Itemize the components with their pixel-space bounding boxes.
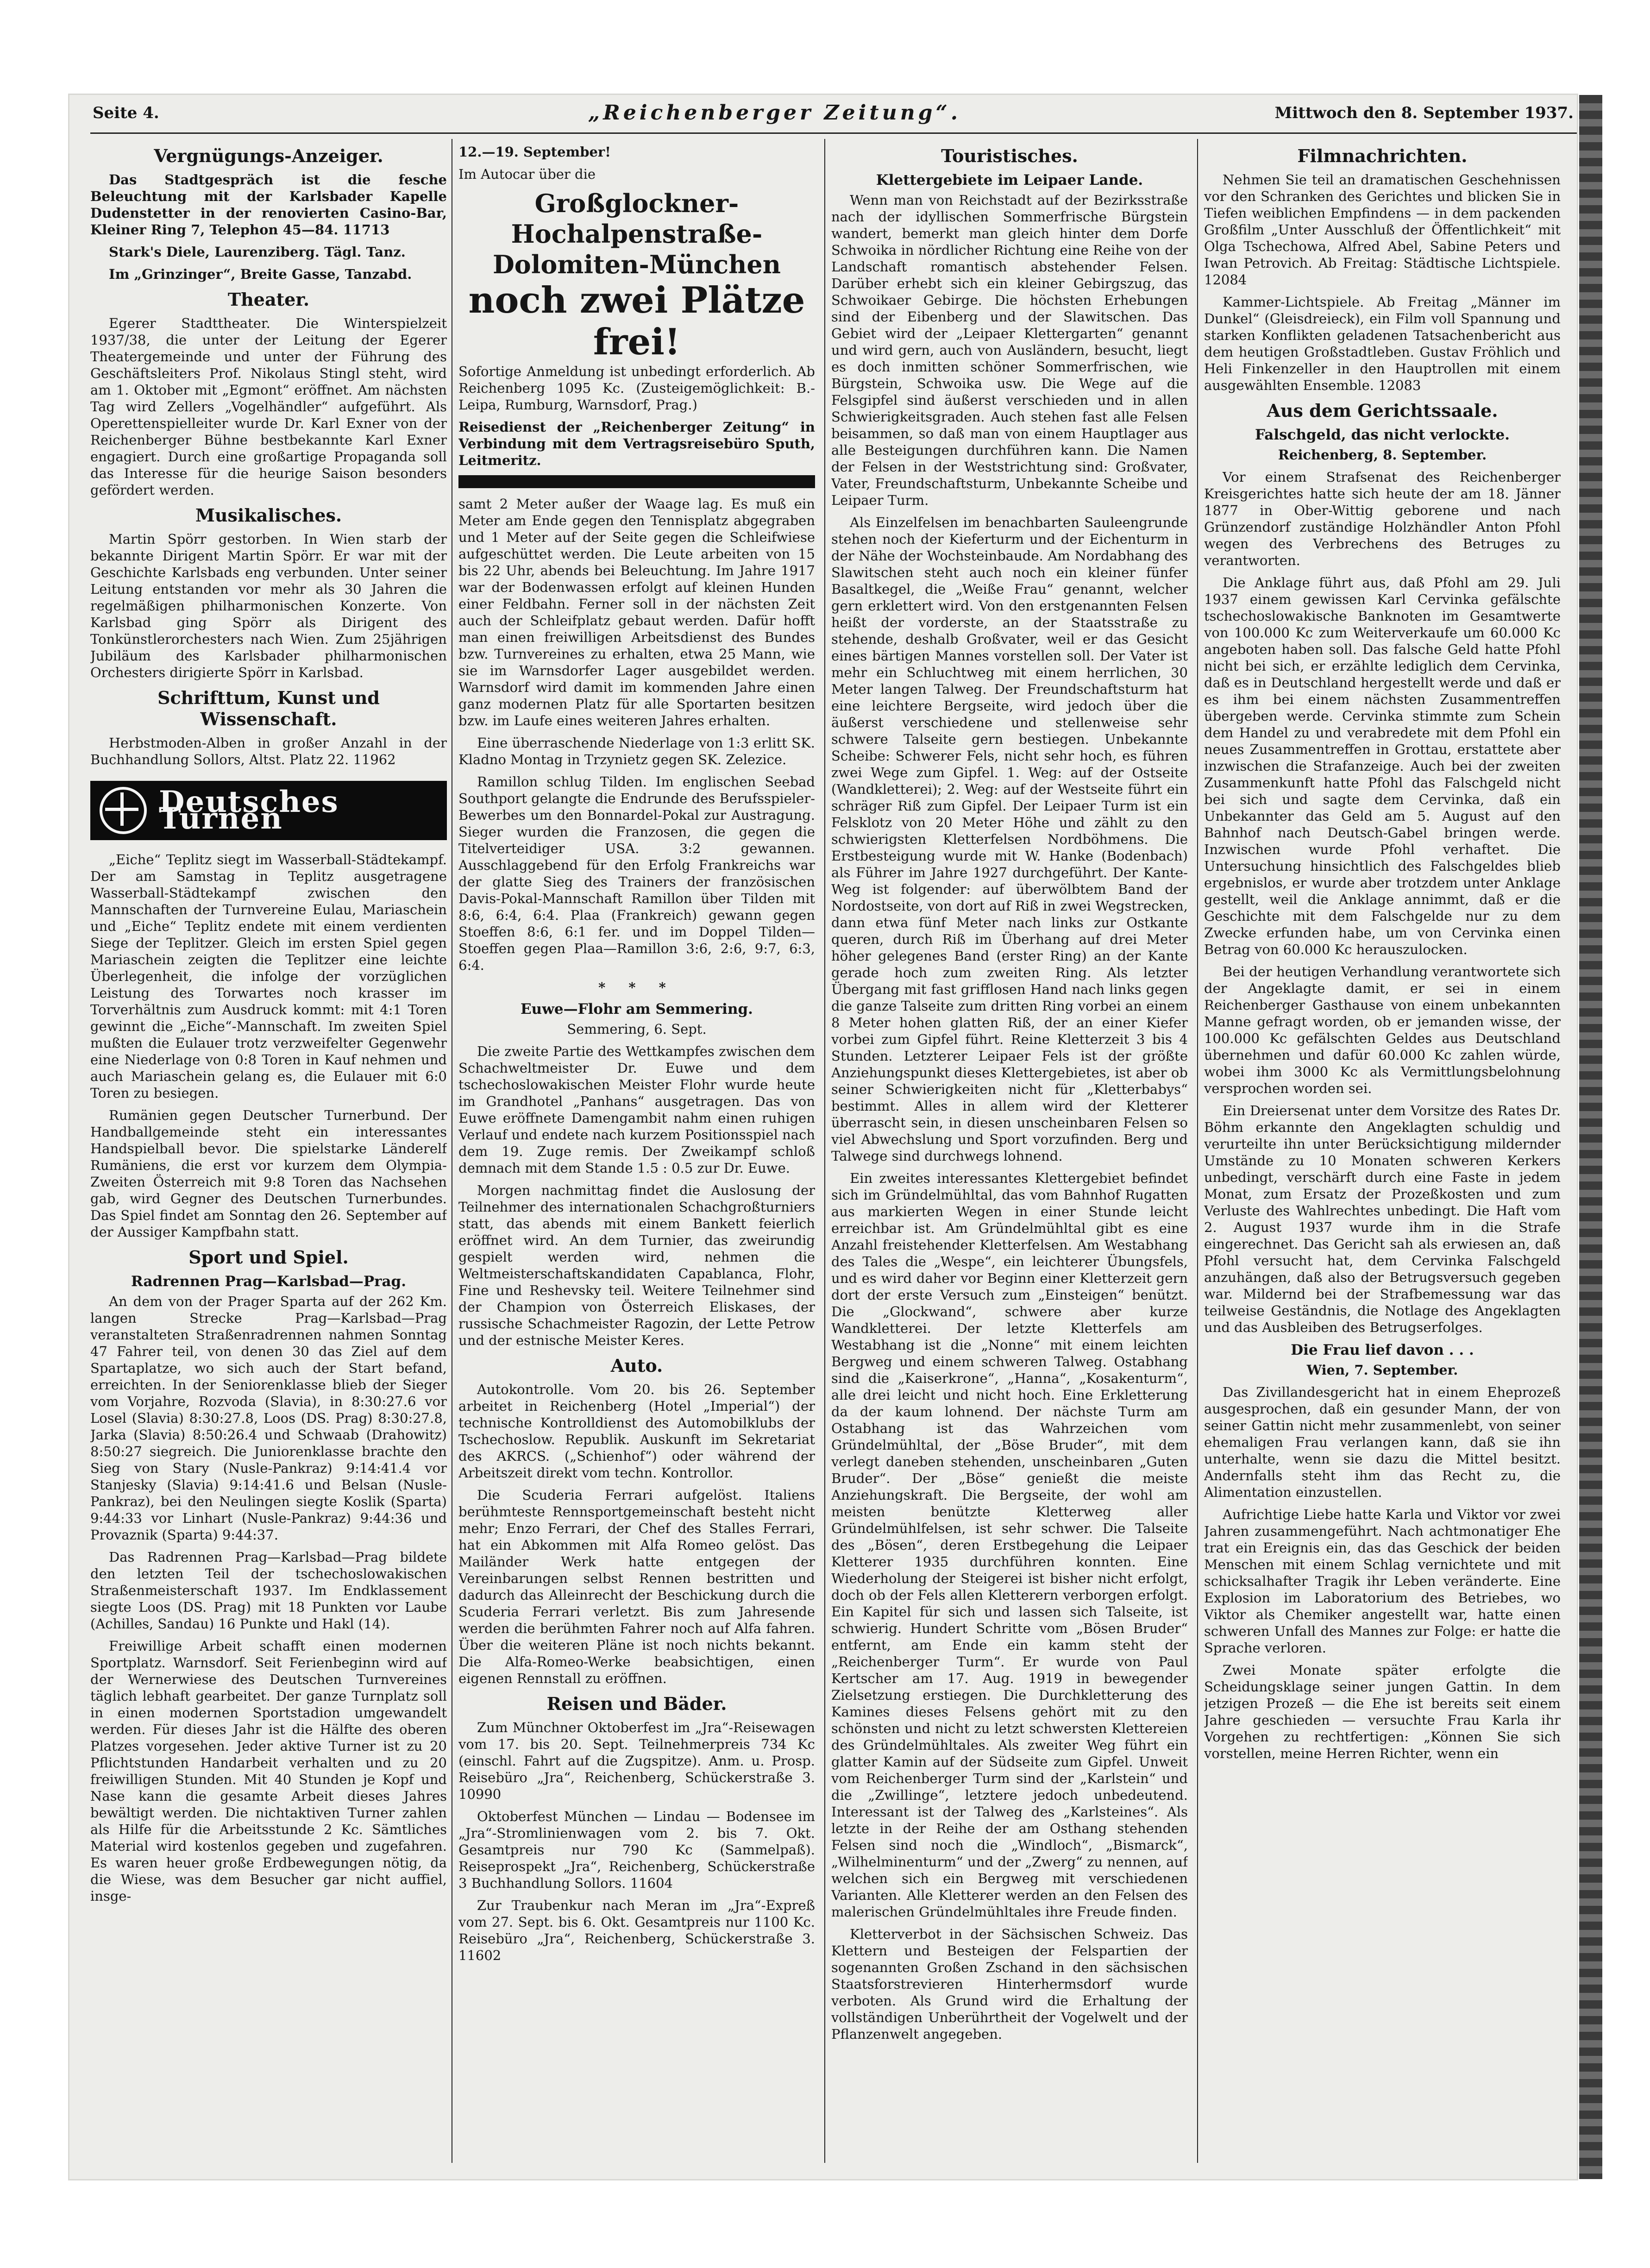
article-spoerr: Martin Spörr gestorben. In Wien starb der bekannte Dirigent Martin Spörr. Er war mit der Geschichte Karlsbads eng verbunden. Unter seiner Leitung entstanden vor mehr als 30 Jahren die regelmäßigen philharmonischen Konzerte. Von Karlsbad ging Spörr als Dirigent des Tonkünstlerorchesters nach Wien. Zum 25jährigen Jubiläum des Karlsbader philharmonischen Orchesters dirigierte Spörr in Karlsbad. [90,531,447,680]
ad-date: 12.—19. September! [458,144,611,160]
article-gruendelmuehltal: Ein zweites interessantes Klettergebiet befindet sich im Gründelmühltal, das vom Bahnhof Rugatten aus markierten Wegen in einer Stunde leicht erreichbar ist. Am Gründelmühltal gibt es eine Anzahl freistehender Kletterfelsen. Am Westabhang des Tales die „Wespe“, ein leichterer Übungsfels, und es wird daher vor Beginn einer Kletterzeit gern dort der erste Versuch zum „Einsteigen“ benützt. Die „Glockwand“, schwere aber kurze Wandkletterei. Der letzte Kletterfels am Westabhang ist die „Nonne“ mit einem leichten Bergweg und einem schweren Talweg. Ostabhang sind die „Kaiserkrone“, „Hanna“, „Kosakenturm“, alle drei leicht und nicht hoch. Eine Erkletterung da der kaum lohnend. Der nächste Turm am Ostabhang ist das Wahrzeichen vom Gründelmühltal, der „Böse Bruder“, mit dem verlegt daneben stehenden, unscheinbaren „Guten Bruder“. Der „Böse“ genießt die meiste Anziehungskraft. Die Bergseite, der wohl am meisten benützte Kletterweg aller Gründelmühlfelsen, ist sehr schwer. Die Talseite des „Bösen“, deren Erstbegehung die Leipaer Kletterer 1935 durchführen konnten. Eine Wiederholung der Steigerei ist bisher nicht erfolgt, doch ob der Fels allen Kletterern verborgen erfolgt. Ein Kapitel für sich und lassen sich Talseite, ist schwierig. Hundert Schritte vom „Bösen Bruder“ entfernt, am Ende ein kamm steht der „Reichenberger Turm“. Er wurde von Paul Kertscher am 17. Aug. 1919 in bewegender Zielsetzung erstiegen. Die Durchkletterung des Kamines dieses Felsens gehört mit zu den schönsten und nicht zu letzt schwersten Klettereien des Gründelmühltales. Als zweiter Weg führt ein glatter Kamin auf der Südseite zum Gipfel. Unweit vom Reichenberger Turm sind der „Karlstein“ und die „Zwillinge“, letztere jedoch unbedeutend. Interessant ist der Talweg des „Karlsteines“. Als letzte in der Reihe der am Osthang stehenden Felsen sind noch die „Windloch“, „Bismarck“, „Wilhelminenturm“ und der „Zwerg“ zu nennen, auf welchen sich ein Bergweg mit verschiedenen Varianten. Alle Kletterer werden an den Felsen des malerischen Gründelmühltales ihre Freude finden. [831,1170,1188,1920]
subheading-klettergebiete: Klettergebiete im Leipaer Lande. [876,172,1143,188]
article-kladno: Eine überraschende Niederlage von 1:3 erlitt SK. Kladno Montag in Trzynietz gegen SK. Zelezice. [458,735,815,767]
dateline-semmering: Semmering, 6. Sept. [567,1021,707,1037]
article-gericht-3: Bei der heutigen Verhandlung verantwortete sich der Angeklagte damit, er sei in einem Reichenberger Gasthause von einem unbekannten Manne gefragt worden, ob er jemanden wisse, der 100.000 Kc gefälschten Geldes aus Deutschland übernehmen und dafür 60.000 Kc zahlen würde, wobei ihm 3000 Kc als Vermittlungsbelohnung versprochen worden sei. [1204,964,1561,1096]
column-rule-2 [824,139,825,2163]
ad-grinzinger: Im „Grinzinger“, Breite Gasse, Tanzabd. [109,266,412,282]
deutsches-turnen-banner [90,781,447,840]
dateline-reichenberg: Reichenberg, 8. September. [1278,447,1487,463]
section-heading-gericht: Aus dem Gerichtssaale. [1267,400,1498,421]
ad-divider-bar [458,475,815,488]
article-klettergebiete-2: Als Einzelfelsen im benachbarten Sauleengrunde stehen noch der Kieferturm und der Eichenturm in der Nähe der Wochsteinbaude. Am Nordabhang des Slawitschen steht auch noch ein kleiner fünfer Basaltkegel, die „Weiße Frau“ genannt, welcher gern erklettert wird. Von den erstgenannten Felsen heißt der vorderste, an der Staatsstraße zu stehende, deshalb Großvater, weil er das Gesicht eines bärtigen Mannes vorstellen soll. Der Vater ist mehr ein Schluchtweg mit einem herrlichen, 30 Meter langen Talweg. Der Freundschaftsturm hat eine leichtere Bergseite, wird jedoch über die äußerst verschiedene und stellenweise sehr schwere Talseite gern bestiegen. Unbekannte Scheibe: Schwerer Fels, nicht sehr hoch, es führen zwei Wege zum Gipfel. 1. Weg: auf der Ostseite (Wandkletterei); 2. Weg: auf der Westseite führt ein schräger Riß zum Gipfel. Der Leipaer Turm ist ein Felsklotz von 20 Meter Höhe und zählt zu den schwierigsten Kletterfelsen Nordböhmens. Die Erstbesteigung wurde mit W. Hanke (Bodenbach) als Führer im Jahre 1927 durchgeführt. Der Kante-Weg ist folgender: auf überwölbtem Band der Nordostseite, von dort auf Riß in zwei Wegstrecken, dann etwa fünf Meter nach links zur Ostkante queren, durch Riß im Überhang auf drei Meter höher gelegenes Band (erster Ring) an der Kante gerade hoch zum zweiten Ring. Als letzter Übergang mit fast grifflosen Hand nach links gegen die ganze Talseite zum dritten Ring vorbei an einem 8 Meter hohen glatten Riß, der an einer Kiefer vorbei zum Gipfel führt. Reine Kletterzeit 3 bis 4 Stunden. Letzterer Leipaer Fels ist der größte Anziehungspunkt dieses Klettergebietes, ist aber ob seiner Schwierigkeiten nicht für „Kletterbabys“ bestimmt. Alles in allem wird der Kletterer überrascht sein, in diesen unscheinbaren Felsen so viel Abwechslung und Sport vorzufinden. Berg und Talwege sind durchwegs lohnend. [831,515,1188,1164]
travel-advertisement [458,144,815,469]
newspaper-title: „Reichenberger Zeitung“. [588,101,961,125]
dateline-wien: Wien, 7. September. [1306,1362,1458,1378]
column-4 [1204,139,1561,2167]
subheading-euwe-flohr: Euwe—Flohr am Semmering. [521,1001,753,1018]
article-frau-3: Zwei Monate später erfolgte die Scheidungsklage seiner jungen Gattin. In dem jetzigen Prozeß — die Ehe ist bereits seit einem Jahre geschieden — versuchte Frau Karla ihr Vorgehen zu rechtfertigen: „Können Sie sich vorstellen, meine Herren Richter, wenn ein [1204,1662,1561,1761]
section-heading-schrifttum: Schrifttum, Kunst und Wissenschaft. [157,687,380,729]
page-number: Seite 4. [93,104,159,122]
column-3 [831,139,1188,2167]
ad-film-oeffentlichkeit: Nehmen Sie teil an dramatischen Geschehnissen vor den Schranken des Gerichtes und blicken Sie in Tiefen weiblichen Empfindens — in dem packenden Großfilm „Unter Ausschluß der Öffentlichkeit“ mit Olga Tschechowa, Alfred Abel, Sabine Peters und Iwan Petrovich. Ab Freitag: Städtische Lichtspiele. 12084 [1204,172,1561,288]
article-klettergebiete-1: Wenn man von Reichstadt auf der Bezirksstraße nach der idyllischen Sommerfrische Bürgstein wandert, bemerkt man gleich hinter dem Dorfe Schwoika in nördlicher Richtung eine Reihe von der Landschaft romantisch abstehender Felsen. Darüber erhebt sich ein kleiner Gebirgszug, das Schwoikaer Gebirge. Die höchsten Erhebungen sind der Eibenberg und der Slawitschen. Das Gebiet wird der „Leipaer Klettergarten“ genannt und wird gern, auch von Ausländern, besucht, liegt es doch inmitten schöner Sommerfrischen, wie Bürgstein, Schwoika usw. Die Wege auf die Felsgipfel sind äußerst verschieden und in allen Schwierigkeitsgraden. Auch stehen fast alle Felsen beisammen, so daß man von einem Hauptlager aus alle Besteigungen durchführen kann. Die Namen der Felsen in der Weststrichtung sind: Großvater, Vater, Freundschaftsturm, Unbekannte Scheibe und Leipaer Turm. [831,192,1188,508]
section-heading-vergnuegung: Vergnügungs-Anzeiger. [154,145,383,166]
article-freiwillige-arbeit: Freiwillige Arbeit schafft einen modernen Sportplatz. Warnsdorf. Seit Ferienbeginn wird auf der Wernerwiese des Deutschen Turnvereines täglich lebhaft gearbeitet. Der ganze Turnplatz soll in einen modernen Sportstadion umgewandelt werden. Für dieses Jahr ist die Hälfte des oberen Platzes vorgesehen. Jeder aktive Turner ist zu 20 Pflichtstunden Handarbeit verhalten und zu 20 freiwilligen Stunden. Mit 40 Stunden je Kopf und Nase kann die gesamte Arbeit dieses Jahres bewältigt werden. Die nichtaktiven Turner zahlen als Hilfe für die Arbeitsstunde 2 Kc. Sämtliches Material wird kostenlos gegeben und zugefahren. Es waren heuer große Erdbewegungen nötig, da die Wiese, was dem Besucher gar nicht auffiel, insge- [90,1638,447,1904]
article-radrennen-2: Das Radrennen Prag—Karlsbad—Prag bildete den letzten Teil der tschechoslowakischen Straßenmeisterschaft 1937. Im Endklassement siegte Loos (DS. Prag) mit 18 Punkten vor Laube (Achilles, Sandau) 16 Punkte und Hakl (14). [90,1549,447,1632]
article-frau-1: Das Zivillandesgericht hat in einem Eheprozeß ausgesprochen, daß ein gesunder Mann, der von seiner Gattin nicht mehr zusammenlebt, von seiner ehemaligen Frau verlangen kann, daß sie ihn unterhalte, wenn sie dazu die Mittel besitzt. Andernfalls steht ihm das Recht zu, die Alimentation einzustellen. [1204,1384,1561,1500]
scan-edge-strip [1579,95,1602,2179]
ad-footer: Reisedienst der „Reichenberger Zeitung“ in Verbindung mit dem Vertragsreisebüro Sputh, Leitmeritz. [458,419,815,468]
article-herbstmoden: Herbstmoden-Alben in großer Anzahl in der Buchhandlung Sollors, Altst. Platz 22. 11962 [90,735,447,767]
ad-starks-diele: Stark's Diele, Laurenziberg. Tägl. Tanz. [109,244,406,260]
article-euwe-flohr: Die zweite Partie des Wettkampfes zwischen dem Schachweltmeister Dr. Euwe und dem tschechoslowakischen Meister Flohr wurde heute im Grandhotel „Panhans“ ausgetragen. Das von Euwe eröffnete Damengambit nahm einen ruhigen Verlauf und endete nach kurzem Positionsspiel nach dem 19. Zuge remis. Der Zweikampf schloß demnach mit dem Stande 1.5 : 0.5 zur Dr. Euwe. [458,1043,815,1176]
section-separator: * * * [598,980,675,995]
section-heading-theater: Theater. [227,289,310,310]
article-gericht-1: Vor einem Strafsenat des Reichenberger Kreisgerichtes hatte sich heute der am 18. Jänner 1877 in Ober-Wittig geborene und nach Grünzendorf zuständige Holzhändler Anton Pfohl wegen des Verbrechens des Betruges zu verantworten. [1204,469,1561,568]
section-heading-film: Filmnachrichten. [1297,145,1468,166]
article-gericht-2: Die Anklage führt aus, daß Pfohl am 29. Juli 1937 einem gewissen Karl Cervinka gefälschte tschechoslowakische Banknoten im Gesamtwerte von 100.000 Kc zum Weiterverkaufe um 60.000 Kc angeboten haben soll. Das falsche Geld hatte Pfohl nicht bei sich, er erzählte lediglich dem Cervinka, daß es in Deutschland hergestellt werde und daß er es ihm bei einem nächsten Zusammentreffen übergeben werde. Cervinka stimmte zum Schein dem Handel zu und verabredete mit dem Pfohl ein neues Zusammentreffen in Grottau, erstattete aber inzwischen die Strafanzeige. Auch bei der zweiten Zusammenkunft hatte Pfohl das Falschgeld nicht bei sich und sagte dem Cervinka, daß ein Unbekannter das Geld am 5. August auf den Bahnhof nach Deutsch-Gabel bringen werde. Inzwischen wurde Pfohl verhaftet. Die Untersuchung hinsichtlich des Falschgeldes blieb ergebnislos, er wurde aber trotzdem unter Anklage gestellt, weil die Anklage annimmt, daß er die Geschichte mit dem Falschgelde nur zu dem Zwecke erfunden habe, um von Cervinka einen Betrag von 60.000 Kc herauszulocken. [1204,575,1561,957]
section-heading-musik: Musikalisches. [195,505,342,526]
article-sportplatz-continued: samt 2 Meter außer der Waage lag. Es muß ein Meter am Ende gegen den Tennisplatz abgegraben und 1 Meter auf der Seite gegen die Schleifwiese aufgeschüttet werden. Die Leute arbeiten von 15 bis 22 Uhr, abends bei Beleuchtung. Im Jahre 1917 war der Bodenwassen erfolgt auf kleinen Hunden einer Feldbahn. Ferner soll in der nächsten Zeit auch der Schleifplatz gebaut werden. Dafür hofft man einen freiwilligen Arbeitsdienst des Bundes bzw. Turnvereines zu erhalten, etwa 25 Mann, wie sie im Warnsdorfer Lager ausgebildet werden. Warnsdorf wird damit im kommenden Jahre einen ganz modernen Platz für alle Sportarten besitzen bzw. im Laufe eines weiteren Jahres erhalten. [458,496,815,729]
article-kletterverbot: Kletterverbot in der Sächsischen Schweiz. Das Klettern und Besteigen der Felspartien der sogenannten Großen Zschand in den sächsischen Staatsforstrevieren Hinterhermsdorf wurde verboten. Als Grund wird die Erhaltung der vollständigen Unberührtheit der Vogelwelt und der Pflanzenwelt angegeben. [831,1926,1188,2042]
section-heading-reisen: Reisen und Bäder. [546,1693,727,1714]
article-radrennen: An dem von der Prager Sparta auf der 262 Km. langen Strecke Prag—Karlsbad—Prag veranstalteten Straßenradrennen nahmen Sonntag 47 Fahrer teil, von denen 30 das Ziel auf dem Spartaplatze, wo sich auch der Start befand, erreichten. In der Seniorenklasse blieb der Sieger vom Vorjahre, Rozvoda (Slavia), in 8:30:27.6 vor Losel (Slavia) 8:30:27.8, Loos (DS. Prag) 8:30:27.8, Jarka (Slavia) 8:50:26.4 und Schwaab (Drahowitz) 8:50:27 siegreich. Die Juniorenklasse brachte den Sieg von Stary (Nusle-Pankraz) 9:14:41.4 vor Stanjesky (Slavia) 9:14:41.6 und Belsan (Nusle-Pankraz), bei den Neulingen siegte Koslik (Sparta) 9:44:33 vor Linhart (Nusle-Pankraz) 9:44:36 und Provaznik (Sparta) 9:44:37. [90,1294,447,1543]
article-frau-2: Aufrichtige Liebe hatte Karla und Viktor vor zwei Jahren zusammengeführt. Nach achtmonatiger Ehe trat ein Ereignis ein, das das Geschick der beiden Menschen mit einem Schlag vernichtete und mit schicksalhafter Tragik ihr Leben veränderte. Eine Explosion im Laboratorium des Betriebes, wo Viktor als Chemiker angestellt war, hatte einen schweren Unfall des Mannes zur Folge: er hatte die Sprache verloren. [1204,1507,1561,1656]
ad-intro: Im Autocar über die [458,166,596,182]
article-ramillon-tilden: Ramillon schlug Tilden. Im englischen Seebad Southport gelangte die Endrunde des Berufsspieler-Bewerbes um den Bonnardel-Pokal zur Austragung. Sieger wurden die Franzosen, die gegen die Titelverteidiger USA. 3:2 gewannen. Ausschlaggebend für den Erfolg Frankreichs war der glatte Sieg des Trainers der französischen Davis-Pokal-Mannschaft Ramillon über Tilden mit 8:6, 6:4, 6:4. Plaa (Frankreich) gewann gegen Stoeffen 8:6, 6:1 fer. und im Doppel Tilden—Stoeffen gegen Plaa—Ramillon 3:6, 2:6, 9:7, 6:3, 6:4. [458,774,815,973]
article-scuderia-ferrari: Die Scuderia Ferrari aufgelöst. Italiens berühmteste Rennsportgemeinschaft besteht nicht mehr; Enzo Ferrari, der Chef des Stalles Ferrari, hat ein Abkommen mit Alfa Romeo gelöst. Das Mailänder Werk hatte entgegen der Vereinbarungen selbst Rennen bestritten und dadurch das Alleinrecht der Beschickung durch die Scuderia Ferrari verletzt. Bis zum Jahresende werden die berühmten Fahrer noch auf Alfa fahren. Über die weiteren Pläne ist noch nichts bekannt. Die Alfa-Romeo-Werke beabsichtigen, einen eigenen Rennstall zu eröffnen. [458,1487,815,1686]
header-rule [90,132,1577,134]
issue-date: Mittwoch den 8. September 1937. [1274,104,1574,122]
turner-cross-icon [100,787,147,834]
article-egerer-theater: Egerer Stadttheater. Die Winterspielzeit 1937/38, die unter der Leitung der Egerer Theatergemeinde und unter der Führung des Geschäftsleiters Prof. Nikolaus Stingl steht, wird am 1. Oktober mit „Egmont“ eröffnet. Am nächsten Tag wird Zellers „Vogelhändler“ aufgeführt. Als Operettenspielleiter wurde Dr. Karl Exner von der Reichenberger Bühne bestbekannte Karl Exner engagiert. Durch eine großartige Propaganda soll das Interesse für die heurige Saison besonders gefördert werden. [90,315,447,498]
article-gericht-4: Ein Dreiersenat unter dem Vorsitze des Rates Dr. Böhm erkannte den Angeklagten schuldig und verurteilte ihn unter Berücksichtigung mildernder Umstände zu 10 Monaten schweren Kerkers unbedingt, verschärft durch eine Faste in jedem Monat, zum Ersatz der Prozeßkosten und zum Verluste des Wahlrechtes unbedingt. Die Haft vom 2. August 1937 wurde ihm in die Strafe eingerechnet. Das Gericht sah als erwiesen an, daß Pfohl versucht hat, dem Cervinka Falschgeld anzuhängen, daß also der Betrugsversuch gegeben war. Mildernd bei der Strafbemessung war das teilweise Geständnis, die Notlage des Angeklagten und das Ausbleiben des Betrugserfolges. [1204,1103,1561,1335]
column-2 [458,139,815,2167]
column-1 [90,139,447,2167]
ad-lindau-bodensee: Oktoberfest München — Lindau — Bodensee im „Jra“-Stromlinienwagen vom 2. bis 7. Okt. Gesamtpreis nur 790 Kc (Sammelpaß). Reiseprospekt „Jra“, Reichenberg, Schückerstraße 3 Buchhandlung Sollors. 11604 [458,1809,815,1891]
masthead [93,101,1598,129]
ad-slogan: noch zwei Plätze frei! [468,279,805,363]
column-rule-3 [1197,139,1198,2163]
ad-meran: Zur Traubenkur nach Meran im „Jra“-Expreß vom 27. Sept. bis 6. Okt. Gesamtpreis nur 1100 Kc. Reisebüro „Jra“, Reichenberg, Schückerstraße 3. 11602 [458,1897,815,1963]
article-autokontrolle: Autokontrolle. Vom 20. bis 26. September arbeitet in Reichenberg (Hotel „Imperial“) der technische Kontrolldienst des Automobilklubs der Tschechoslow. Republik. Auskunft im Sekretariat des AKRCS. („Schienhof“) oder während der Arbeitszeit direkt vom techn. Kontrollor. [458,1382,815,1481]
section-heading-sport: Sport und Spiel. [188,1247,349,1268]
subheading-frau-lief-davon: Die Frau lief davon . . . [1291,1342,1474,1358]
ad-route-line-1: Großglockner-Hochalpenstraße- [511,188,763,249]
ad-oktoberfest: Zum Münchner Oktoberfest im „Jra“-Reisewagen vom 17. bis 20. Sept. Teilnehmerpreis 734 Kc (einschl. Fahrt auf die Zugspitze). Anm. u. Prosp. Reisebüro „Jra“, Reichenberg, Schückerstraße 3. 10990 [458,1720,815,1802]
section-heading-touristisches: Touristisches. [941,145,1078,166]
ad-details: Sofortige Anmeldung ist unbedingt erforderlich. Ab Reichenberg 1095 Kc. (Zusteigemöglichkeit: B.-Leipa, Rumburg, Warnsdorf, Prag.) [458,364,815,413]
subheading-radrennen: Radrennen Prag—Karlsbad—Prag. [131,1273,407,1290]
subheading-falschgeld: Falschgeld, das nicht verlockte. [1255,427,1510,443]
article-schachturnier: Morgen nachmittag findet die Auslosung der Teilnehmer des internationalen Schachgroßturniers statt, das abends mit einem Bankett feierlich eröffnet wird. An dem Turnier, das zweirundig gespielt werden wird, nehmen die Weltmeisterschaftskandidaten Capablanca, Flohr, Fine und Reshevsky teil. Weitere Teilnehmer sind der Champion von Österreich Eliskases, der russische Schachmeister Ragozin, der Lette Petrow und der estnische Meister Keres. [458,1182,815,1348]
ad-route-line-2: Dolomiten-München [492,250,781,279]
section-heading-auto: Auto. [610,1355,663,1376]
turnen-banner-label: Deutsches Turnen [159,785,339,836]
article-rumaenien: Rumänien gegen Deutscher Turnerbund. Der Handballgemeinde steht ein interessantes Handspielball bevor. Die spielstarke Länderelf Rumäniens, die erst vor kurzem dem Olympia-Zweiten Österreich mit 9:8 Toren das Nachsehen gab, wird Gegner des Deutschen Turnerbundes. Das Spiel findet am Sonntag den 26. September auf der Aussiger Kampfbahn statt. [90,1107,447,1240]
ad-stadtgespraech: Das Stadtgespräch ist die fesche Beleuchtung mit der Karlsbader Kapelle Dudenstetter in der renovierten Casino-Bar, Kleiner Ring 7, Telephon 45—84. 11713 [90,172,447,238]
article-eiche-teplitz: „Eiche“ Teplitz siegt im Wasserball-Städtekampf. Der am Samstag in Teplitz ausgetragene Wasserball-Städtekampf zwischen den Mannschaften der Turnvereine Eulau, Mariaschein und „Eiche“ Teplitz endete mit einem verdienten Siege der Teplitzer. Gleich im ersten Spiel gegen Mariaschein zeigten die Teplitzer eine leichte Überlegenheit, die infolge der vorzüglichen Leistung des Torwartes noch krasser im Torverhältnis zum Ausdruck kommt: mit 4:1 Toren gewinnt die „Eiche“-Mannschaft. Im zweiten Spiel mußten die Eulauer trotz verzweifelter Gegenwehr eine Niederlage von 0:8 Toren in Kauf nehmen und auch Mariaschein gelang es, die Eulauer mit 6:0 Toren zu besiegen. [90,852,447,1101]
ad-film-kammer: Kammer-Lichtspiele. Ab Freitag „Männer im Dunkel“ (Gleisdreieck), ein Film voll Spannung und starken Konflikten geladenen Tatsachenbericht aus dem heutigen Großstadtleben. Gustav Fröhlich und Heli Finkenzeller in den Hauptrollen mit einem ausgewählten Ensemble. 12083 [1204,294,1561,393]
